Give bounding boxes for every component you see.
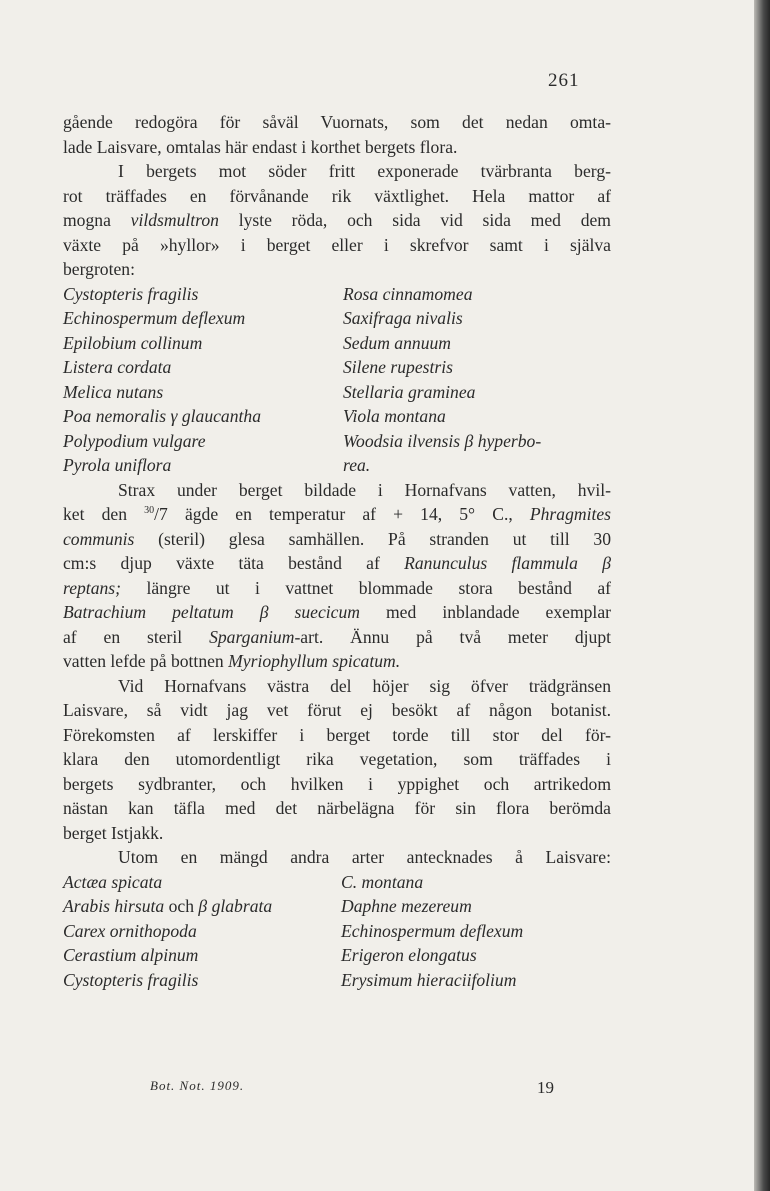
text-line: bergroten: bbox=[63, 259, 135, 279]
species-name: Cystopteris fragilis bbox=[63, 283, 199, 304]
text-line bbox=[63, 600, 611, 625]
species-name: C. montana bbox=[341, 871, 424, 892]
species-row bbox=[63, 306, 611, 331]
text-run: lyste röda, och sida vid sida med dem bbox=[218, 210, 611, 230]
species-name: Myriophyllum spicatum. bbox=[228, 651, 401, 671]
text-run: längre ut i vattnet blommade stora bestånd af bbox=[146, 577, 611, 598]
species-row bbox=[63, 919, 611, 944]
species-name: Erysimum hieraciifolium bbox=[341, 969, 517, 990]
date-month: /7 bbox=[154, 504, 168, 524]
page-footer bbox=[0, 1078, 754, 1102]
text-line: nästan kan täfla med det närbelägna för sin flora berömda bbox=[63, 798, 611, 818]
species-name: Pyrola uniflora bbox=[63, 455, 172, 475]
species-name: reptans; bbox=[63, 577, 121, 598]
species-name-part: β glabrata bbox=[198, 896, 273, 916]
species-row bbox=[63, 282, 611, 307]
species-name: Sparganium bbox=[209, 626, 295, 647]
species-row bbox=[63, 968, 611, 993]
text-run: vatten lefde på bottnen bbox=[63, 651, 224, 671]
species-name: Daphne mezereum bbox=[341, 896, 472, 916]
species-row bbox=[63, 380, 611, 405]
species-name: Rosa cinnamomea bbox=[343, 283, 473, 304]
species-name: Ranunculus flammula β bbox=[404, 553, 611, 573]
text-line: rot träffades en förvånande rik växtlighet. Hela mattor af bbox=[63, 185, 611, 206]
source-citation: Bot. Not. 1909. bbox=[150, 1078, 245, 1093]
text-line: Utom en mängd andra arter antecknades å Laisvare: bbox=[118, 847, 611, 867]
species-name: Saxifraga nivalis bbox=[343, 308, 463, 328]
text-run: (steril) glesa samhällen. På stranden ut till 30 bbox=[158, 528, 611, 549]
species-row bbox=[63, 429, 611, 454]
species-name: Echinospermum deflexum bbox=[63, 308, 246, 328]
species-row bbox=[63, 355, 611, 380]
species-name: Melica nutans bbox=[63, 381, 164, 402]
species-row bbox=[63, 870, 611, 895]
species-name: Batrachium peltatum β suecicum bbox=[63, 602, 360, 622]
text-run: -art. Ännu på två meter djupt bbox=[294, 626, 611, 647]
species-name: vildsmultron bbox=[130, 210, 219, 230]
species-name: Viola montana bbox=[343, 406, 446, 426]
species-row bbox=[63, 943, 611, 968]
species-name: Echinospermum deflexum bbox=[341, 920, 524, 941]
text-line: berget Istjakk. bbox=[63, 822, 164, 843]
text-line: bergets sydbranter, och hvilken i yppighet och artrikedom bbox=[63, 773, 611, 794]
species-name: communis bbox=[63, 528, 135, 549]
text-line bbox=[63, 551, 611, 576]
page-edge bbox=[754, 0, 770, 1191]
text-line: Strax under berget bildade i Hornafvans vatten, hvil- bbox=[118, 479, 611, 500]
text-line bbox=[63, 527, 611, 552]
species-name: Poa nemoralis γ glaucantha bbox=[63, 406, 262, 426]
species-name-part: Arabis hirsuta bbox=[63, 896, 165, 916]
page-number: 261 bbox=[548, 70, 580, 91]
species-name: Sedum annuum bbox=[343, 332, 451, 353]
species-name: Listera cordata bbox=[63, 357, 172, 377]
species-row bbox=[63, 453, 611, 478]
text-line: Laisvare, så vidt jag vet förut ej besökt af någon botanist. bbox=[63, 700, 611, 720]
text-run: cm:s djup växte täta bestånd af bbox=[63, 553, 380, 573]
text-line: Vid Hornafvans västra del höjer sig öfver trädgränsen bbox=[118, 675, 611, 696]
species-name bbox=[63, 894, 341, 919]
text-run: af en steril bbox=[63, 626, 183, 647]
species-name: Cystopteris fragilis bbox=[63, 969, 199, 990]
text-run: ket den bbox=[63, 504, 128, 524]
text-line: klara den utomordentligt rika vegetation, som träffades i bbox=[63, 749, 611, 769]
text-run: med inblandade exemplar bbox=[386, 602, 611, 622]
text-line bbox=[63, 502, 611, 527]
species-name: Epilobium collinum bbox=[63, 332, 203, 353]
species-name: Silene rupestris bbox=[343, 357, 453, 377]
species-name: Stellaria graminea bbox=[343, 381, 476, 402]
signature-mark: 19 bbox=[537, 1078, 554, 1097]
text-run: mogna bbox=[63, 210, 131, 230]
text-line: Förekomsten af lerskiffer i berget torde till stor del för- bbox=[63, 724, 611, 745]
text-line: I bergets mot söder fritt exponerade tvärbranta berg- bbox=[118, 161, 611, 181]
species-name: rea. bbox=[343, 455, 371, 475]
species-name: Cerastium alpinum bbox=[63, 945, 199, 965]
text-line: lade Laisvare, omtalas här endast i korthet bergets flora. bbox=[63, 136, 458, 157]
text-line bbox=[63, 625, 611, 650]
species-name: Actæa spicata bbox=[63, 871, 163, 892]
text-run: ägde en temperatur af + 14, 5° C., bbox=[184, 504, 513, 524]
text-line: växte på »hyllor» i berget eller i skrefvor samt i själva bbox=[63, 234, 611, 255]
text-line bbox=[63, 649, 611, 674]
species-name: Phragmites bbox=[529, 504, 611, 524]
species-name: Carex ornithopoda bbox=[63, 920, 197, 941]
date-day: 30 bbox=[144, 505, 155, 517]
species-name: Woodsia ilvensis β hyperbo- bbox=[343, 430, 542, 451]
conjunction: och bbox=[168, 896, 194, 916]
text-line bbox=[63, 208, 611, 233]
text-line: gående redogöra för såväl Vuornats, som det nedan omta- bbox=[63, 112, 611, 132]
species-name: Polypodium vulgare bbox=[63, 430, 206, 451]
species-name: Erigeron elongatus bbox=[341, 945, 477, 965]
species-row bbox=[63, 331, 611, 356]
body-text bbox=[63, 110, 611, 992]
species-row bbox=[63, 404, 611, 429]
text-line bbox=[63, 576, 611, 601]
species-row bbox=[63, 894, 611, 919]
